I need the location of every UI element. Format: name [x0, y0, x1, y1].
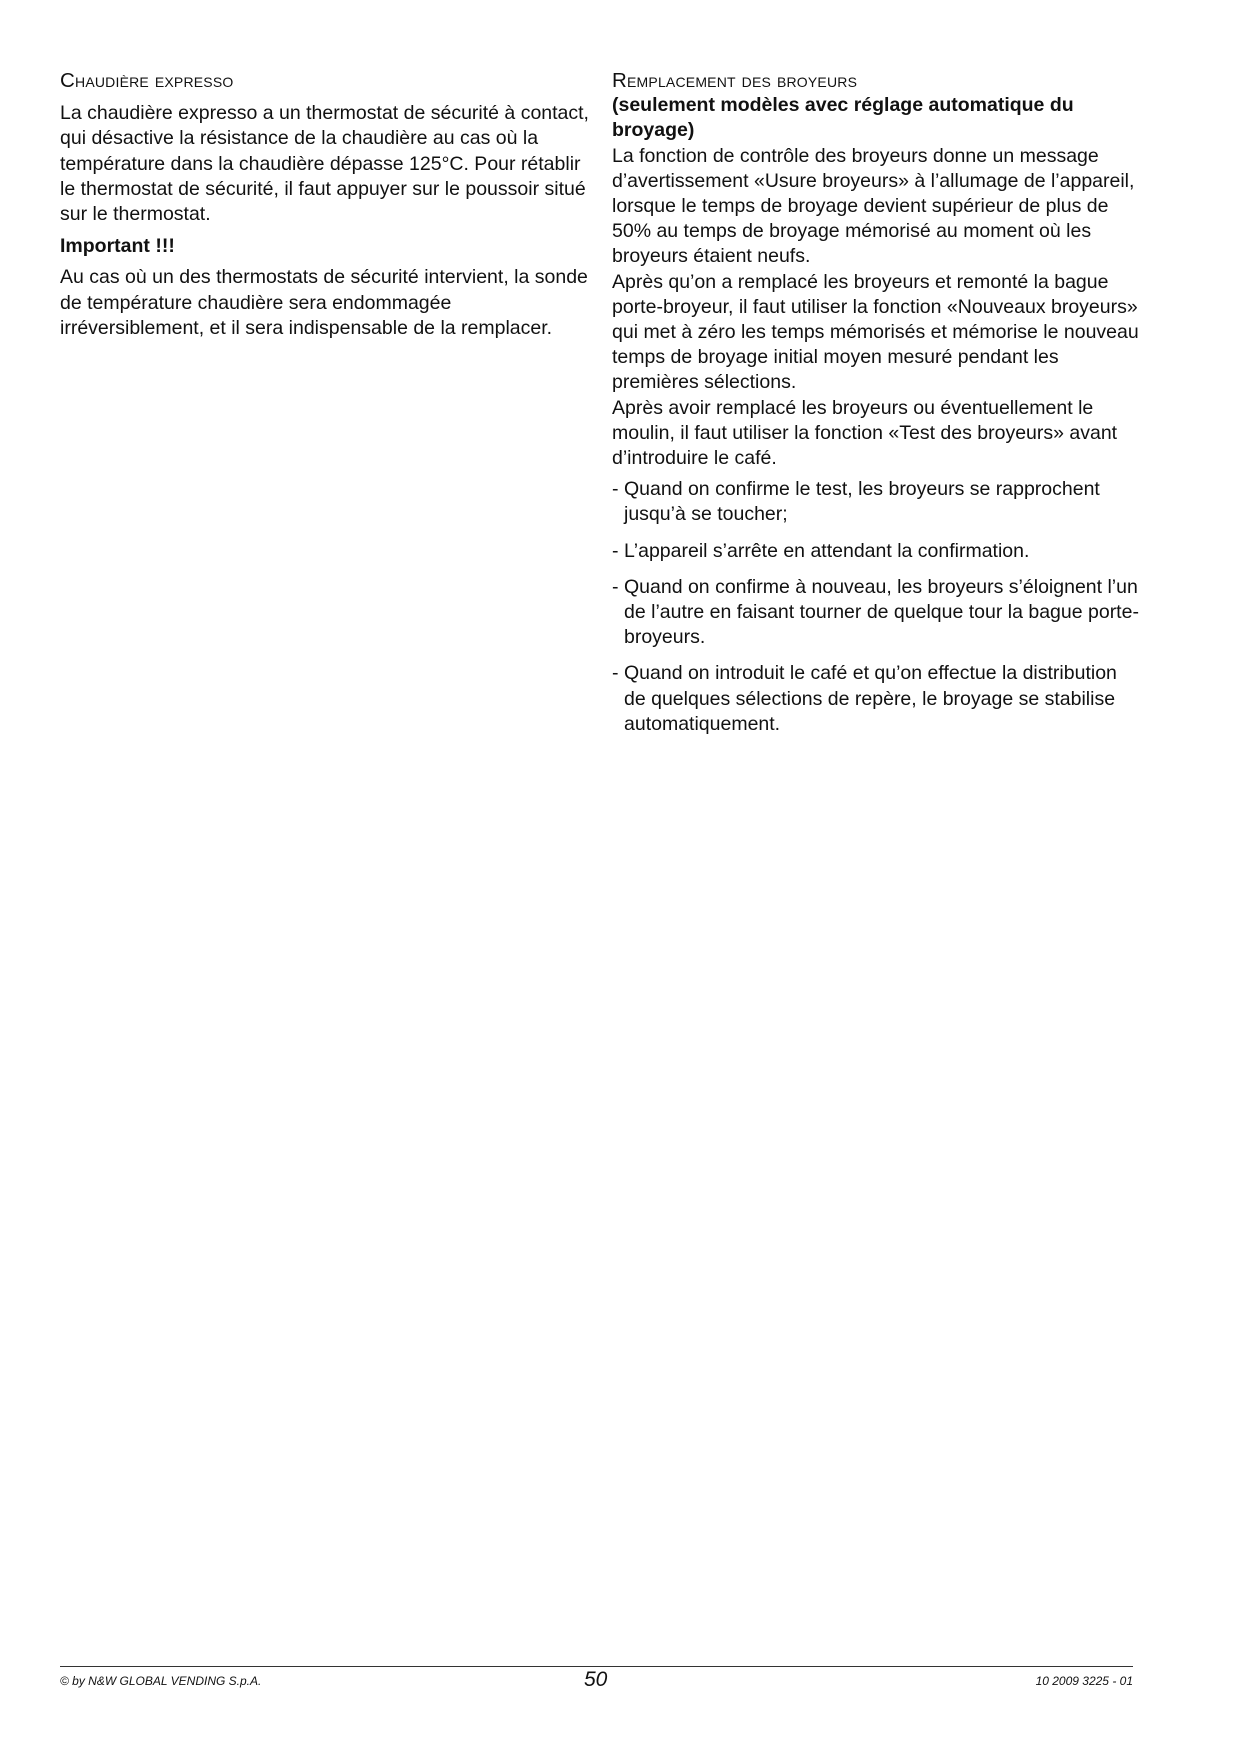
page-number: 50 [584, 1668, 608, 1691]
footer-copyright: © by N&W GLOBAL VENDING S.p.A. [60, 1674, 262, 1688]
section-subheading: (seulement modèles avec réglage automatique du broyage) [612, 94, 1074, 142]
list-item: - Quand on introduit le café et qu’on effectue la distribution de quelques sélections de repère, le broyage se stabilise automatiquement. [612, 661, 1142, 737]
paragraph-important: Au cas où un des thermostats de sécurité intervient, la sonde de température chaudière sera endommagée irréversiblement, et il sera indispensable de la remplacer. [60, 266, 588, 339]
left-column [60, 68, 590, 341]
steps-list [612, 477, 1142, 737]
list-item: - L’appareil s’arrête en attendant la confirmation. [612, 539, 1142, 564]
paragraph-usure: La fonction de contrôle des broyeurs donne un message d’avertissement «Usure broyeurs» à l’allumage de l’appareil, lorsque le temps de broyage devient supérieur de plus de 50% au temps de broyage mémorisé au moment où les broyeurs étaient neufs. [612, 144, 1135, 268]
right-column [612, 68, 1142, 748]
section-heading-broyeurs: Remplacement des broyeurs [612, 69, 858, 92]
section-heading-chaudiere: Chaudière expresso [60, 69, 234, 92]
paragraph-chaudiere: La chaudière expresso a un thermostat de sécurité à contact, qui désactive la résistance de la chaudière au cas où la température dans la chaudière dépasse 125°C. Pour rétablir le thermostat de sécurité, il faut appuyer sur le poussoir situé sur le thermostat. [60, 102, 589, 226]
important-label: Important !!! [60, 235, 175, 258]
paragraph-nouveaux: Après qu’on a remplacé les broyeurs et remonté la bague porte-broyeur, il faut utiliser la fonction «Nouveaux broyeurs» qui met à zéro les temps mémorisés et mémorise le nouveau temps de broyage initial moyen mesuré pendant les premières sélections. [612, 270, 1139, 394]
list-item: - Quand on confirme à nouveau, les broyeurs s’éloignent l’un de l’autre en faisant tourner de quelque tour la bague porte-broyeurs. [612, 575, 1142, 651]
paragraph-test: Après avoir remplacé les broyeurs ou éventuellement le moulin, il faut utiliser la fonction «Test des broyeurs» avant d’introduire le café. [612, 396, 1118, 470]
footer-doc-code: 10 2009 3225 - 01 [1035, 1674, 1133, 1688]
list-item: - Quand on confirme le test, les broyeurs se rapprochent jusqu’à se toucher; [612, 477, 1142, 527]
footer-divider [60, 1666, 1133, 1667]
